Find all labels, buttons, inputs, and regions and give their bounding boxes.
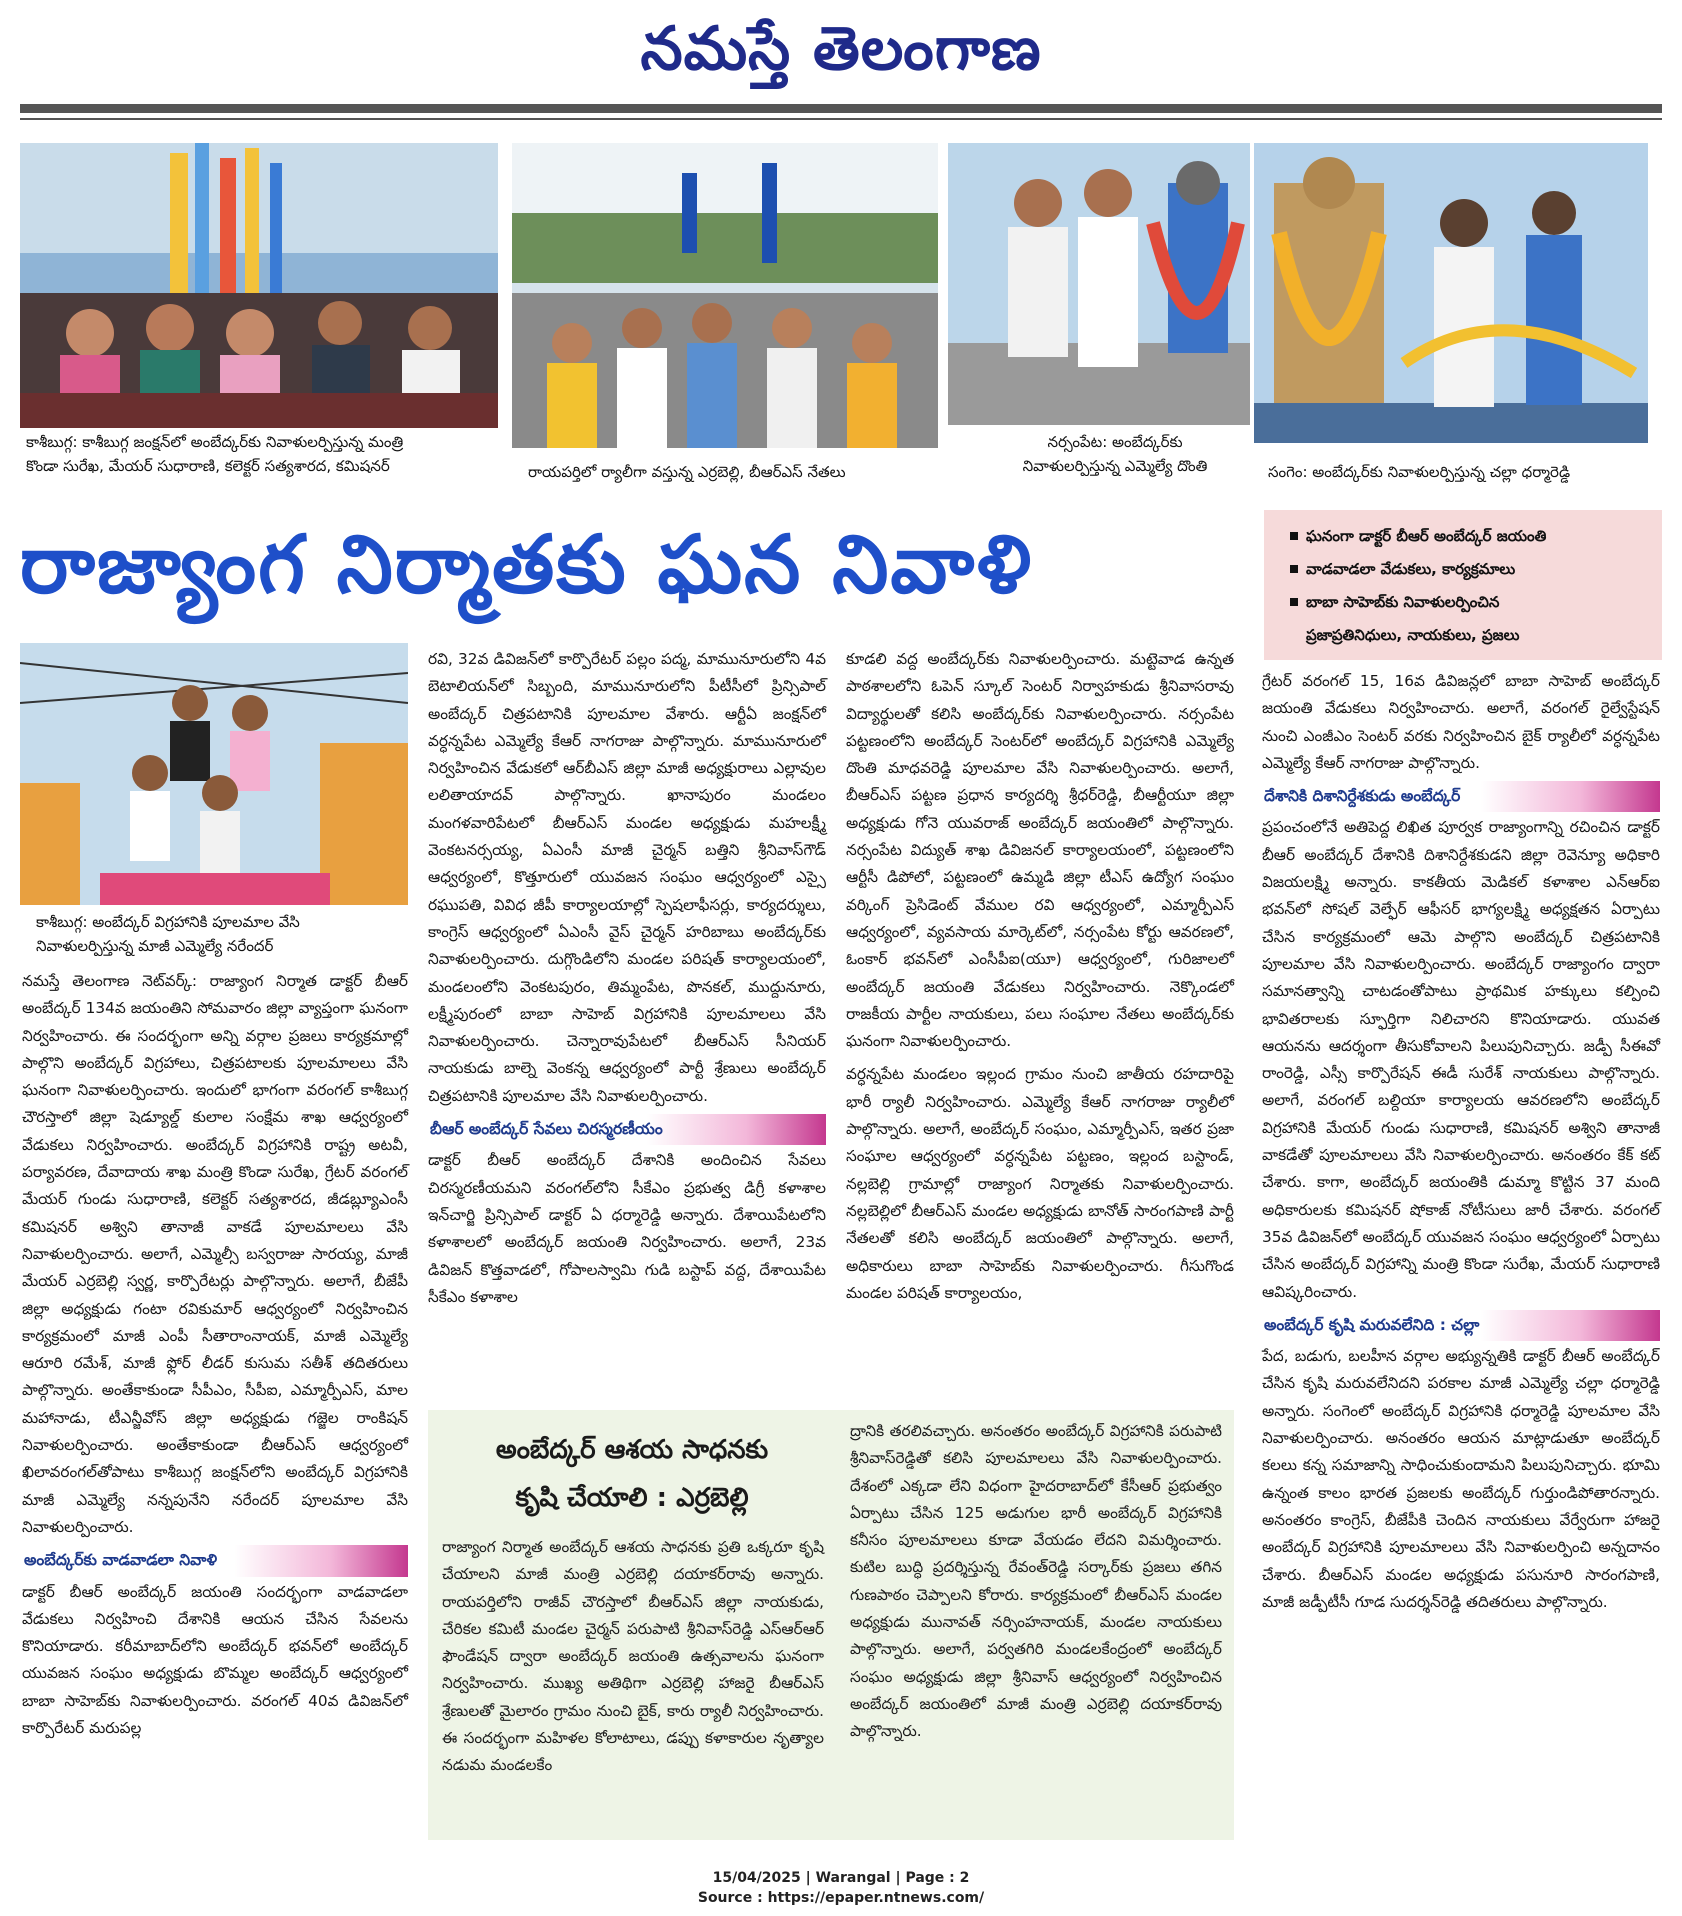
highlight-item: ఘనంగా డాక్టర్ బీఆర్ అంబేద్కర్ జయంతి <box>1290 520 1662 553</box>
headline: రాజ్యాంగ నిర్మాతకు ఘన నివాళి <box>20 518 1034 611</box>
boxed-story-title <box>428 1410 836 1528</box>
caption-line: నివాళులర్పిస్తున్న మాజీ ఎమ్మెల్యే నరేందర్ <box>36 937 274 955</box>
caption-line: కాశీబుగ్గ: అంబేద్కర్ విగ్రహానికి పూలమాల వేసి <box>36 913 300 931</box>
paragraph: పేద, బడుగు, బలహీన వర్గాల అభ్యున్నతికి డాక్టర్ బీఆర్ అంబేద్కర్ చేసిన కృషి మరువలేనిదని పరకాల మాజీ ఎమ్మెల్యే చల్లా ధర్మారెడ్డి అన్నారు. సంగెంలో అంబేద్కర్ విగ్రహానికి ధర్మారెడ్డి పూలమాల వేసి నివాళులర్పించారు. అనంతరం ఆయన మాట్లాడుతూ అంబేద్కర్ కలలు కన్న సమాజాన్ని సాధించుకుందామని పిలుపునిచ్చారు. భూమి ఉన్నంత కాలం భారత ప్రజలకు అంబేద్కర్ గుర్తుండిపోతారన్నారు. అనంతరం కాంగ్రెస్, బీజేపీకి చెందిన నాయకులు వేర్వేరుగా హాజరై అంబేద్కర్ విగ్రహానికి పూలమాలలు వేసి నివాళులర్పించి అన్నదానం చేశారు. బీఆర్‌ఎస్ మండల అధ్యక్షుడు పసునూరి సారంగపాణి, మాజీ జడ్పీటీసీ గూడ సుదర్శన్‌రెడ్డి తదితరులు పాల్గొన్నారు. <box>1262 1347 1660 1611</box>
paragraph: రవి, 32వ డివిజన్‌లో కార్పొరేటర్ పల్లం పద్మ, మామునూరులోని 4వ బెటాలియన్‌లో సిబ్బంది, మామునూరులోని పీటీసీలో ప్రిన్సిపాల్ అంబేద్కర్ చిత్రపటానికి పూలమాల వేశారు. ఆర్టీఏ జంక్షన్‌లో వర్ధన్నపేట ఎమ్మెల్యే కేఆర్ నాగరాజు పాల్గొన్నారు. మామునూరులో నిర్వహించిన వేడుకలో ఆర్‌బీఎస్ జిల్లా మాజీ అధ్యక్షురాలు ఎల్లావుల లలితాయాదవ్ పాల్గొన్నారు. ఖానాపురం మండలం మంగళవారిపేటలో బీఆర్‌ఎస్ మండల అధ్యక్షుడు మహలక్ష్మీ వెంకటనర్సయ్య, ఏఎంసీ మాజీ చైర్మన్ బత్తిని శ్రీనివాస్‌గౌడ్ ఆధ్వర్యంలో, కొత్తూరులో యువజన సంఘం ఆధ్వర్యంలో ఎస్సై రఘుపతి, వివిధ జీపీ కార్యాలయాల్లో స్పెషలాఫీసర్లు, కార్యదర్శులు, కాంగ్రెస్ ఆధ్వర్యంలో ఏఎంసీ వైస్ చైర్మన్ హరిబాబు అంబేద్కర్‌కు నివాళులర్పించారు. దుగ్గొండిలోని మండల పరిషత్ కార్యాలయంలో, మండలంలోని వెంకటపురం, తిమ్మంపేట, పొనకల్, ముద్దునూరు, లక్ష్మీపురంలో బాబా సాహెబ్ విగ్రహానికి పూలమాలలు వేసి నివాళులర్పించారు. చెన్నారావుపేటలో బీఆర్‌ఎస్ సీనియర్ నాయకుడు బాల్నె వెంకన్న ఆధ్వర్యంలో పార్టీ శ్రేణులు అంబేద్కర్ చిత్రపటానికి పూలమాల వేసి నివాళులర్పించారు. <box>428 650 826 1105</box>
article-column-2 <box>428 646 826 1406</box>
photo-caption <box>980 430 1250 478</box>
subheading: దేశానికి దిశానిర్దేశకుడు అంబేద్కర్ <box>1262 781 1660 812</box>
subheading: అంబేద్కర్‌కు వాడవాడలా నివాళి <box>22 1545 408 1576</box>
highlight-item: వాడవాడలా వేడుకలు, కార్యక్రమాలు <box>1290 553 1662 586</box>
paragraph: కూడలి వద్ద అంబేద్కర్‌కు నివాళులర్పించారు. మట్టెవాడ ఉన్నత పాఠశాలలోని ఓపెన్ స్కూల్ సెంటర్ నిర్వాహకుడు శ్రీనివాసరావు విద్యార్థులతో కలిసి అంబేద్కర్‌కు నివాళులర్పించారు. నర్సంపేట పట్టణంలోని అంబేద్కర్ సెంటర్‌లో అంబేద్కర్ విగ్రహానికి ఎమ్మెల్యే దొంతి మాధవరెడ్డి పూలమాల వేసి నివాళులర్పించారు. అలాగే, బీఆర్‌ఎస్ పట్టణ ప్రధాన కార్యదర్శి శ్రీధర్‌రెడ్డి, బీఆర్టీయూ జిల్లా అధ్యక్షుడు గోనె యువరాజ్ అంబేద్కర్ జయంతిలో పాల్గొన్నారు. నర్సంపేట విద్యుత్ శాఖ డివిజనల్ కార్యాలయంలో, పట్టణంలోని ఆర్టీసీ డిపోలో, పట్టణంలో ఉమ్మడి జిల్లా టీఎస్ ఉద్యోగ సంఘం వర్కింగ్ ప్రెసిడెంట్ వేముల రవి ఆధ్వర్యంలో, ఎమ్మార్పీఎస్ ఆధ్వర్యంలో, వ్యవసాయ మార్కెట్‌లో, నర్సంపేట కోర్టు ఆవరణలో, ఓంకార్ భవన్‌లో ఎంసీపీఐ(యూ) ఆధ్వర్యంలో, గురిజాలలో అంబేద్కర్ జయంతి వేడుకలు నిర్వహించారు. నెక్కొండలో రాజకీయ పార్టీల నాయకులు, పలు సంఘాల నేతలు అంబేద్కర్‌కు ఘనంగా నివాళులర్పించారు. <box>846 650 1234 1051</box>
paragraph: నమస్తే తెలంగాణ నెట్‌వర్క్: రాజ్యాంగ నిర్మాత డాక్టర్ బీఆర్ అంబేద్కర్ 134వ జయంతిని సోమవారం జిల్లా వ్యాప్తంగా ఘనంగా నిర్వహించారు. ఈ సందర్భంగా అన్ని వర్గాల ప్రజలు కార్యక్రమాల్లో పాల్గొని అంబేద్కర్ విగ్రహాలు, చిత్రపటాలకు పూలమాలలు వేసి ఘనంగా నివాళులర్పించారు. ఇందులో భాగంగా వరంగల్ కాశీబుగ్గ చౌరస్తాలో జిల్లా షెడ్యూల్డ్ కులాల సంక్షేమ శాఖ ఆధ్వర్యంలో వేడుకలు నిర్వహించారు. అంబేద్కర్ విగ్రహానికి రాష్ట్ర అటవీ, పర్యావరణ, దేవాదాయ శాఖ మంత్రి కొండా సురేఖ, గ్రేటర్ వరంగల్ మేయర్ గుండు సుధారాణి, కలెక్టర్ సత్యశారద, జీడబ్ల్యూఎంసీ కమిషనర్ అశ్విని తానాజీ వాకడే పూలమాలలు వేసి నివాళులర్పించారు. అలాగే, ఎమ్మెల్సీ బస్వరాజు సారయ్య, మాజీ మేయర్ ఎర్రబెల్లి స్వర్ణ, కార్పొరేటర్లు పాల్గొన్నారు. అలాగే, బీజేపీ జిల్లా అధ్యక్షుడు గంటా రవికుమార్ ఆధ్వర్యంలో నిర్వహించిన కార్యక్రమంలో మాజీ ఎంపీ సీతారాంనాయక్, మాజీ ఎమ్మెల్యే ఆరూరి రమేశ్, మాజీ ఫ్లోర్ లీడర్ కుసుమ సతీశ్ తదితరులు పాల్గొన్నారు. అంతేకాకుండా సీపీఎం, సీపీఐ, ఎమ్మార్పీఎస్, మాల మహానాడు, టీఎన్జీవోస్ జిల్లా అధ్యక్షుడు గజ్జెల రాంకిషన్ నివాళులర్పించారు. అంతేకాకుండా బీఆర్‌ఎస్ ఆధ్వర్యంలో ఖిలావరంగల్‌తోపాటు కాశీబుగ్గ జంక్షన్‌లోని అంబేద్కర్ విగ్రహానికి మాజీ ఎమ్మెల్యే నన్నపునేని నరేందర్ పూలమాల వేసి నివాళులర్పించారు. <box>22 972 408 1536</box>
article-column-3 <box>846 646 1234 1406</box>
boxed-story <box>428 1410 836 1840</box>
photo-caption <box>528 460 938 484</box>
photo-caption <box>26 430 496 478</box>
paragraph: వర్ధన్నపేట మండలం ఇల్లంద గ్రామం నుంచి జాతీయ రహదారిపై భారీ ర్యాలీ నిర్వహించారు. ఎమ్మెల్యే కేఆర్ నాగరాజు ర్యాలీలో పాల్గొన్నారు. అలాగే, అంబేద్కర్ సంఘం, ఎమ్మార్పీఎస్, ఇతర ప్రజా సంఘాల ఆధ్వర్యంలో వర్ధన్నపేట పట్టణం, ఇల్లంద బస్టాండ్, నల్లబెల్లి గ్రామాల్లో రాజ్యాంగ నిర్మాతకు నివాళులర్పించారు. నల్లబెల్లిలో బీఆర్‌ఎస్ మండల అధ్యక్షుడు బానోత్ సారంగపాణి పార్టీ నేతలతో కలిసి అంబేద్కర్ జయంతిలో పాల్గొన్నారు. అలాగే, అధికారులు బాబా సాహెబ్‌కు నివాళులర్పించారు. గీసుగొండ మండల పరిషత్ కార్యాలయం, <box>846 1065 1234 1302</box>
boxed-story-continued <box>836 1410 1234 1840</box>
caption-line: కాశీబుగ్గ: కాశీబుగ్గ జంక్షన్‌లో అంబేద్కర్‌కు నివాళులర్పిస్తున్న మంత్రి <box>26 433 404 451</box>
photo-rayaparthi-rally <box>512 143 938 448</box>
subheading: బీఆర్ అంబేద్కర్ సేవలు చిరస్మరణీయం <box>428 1114 826 1145</box>
paragraph: గ్రేటర్ వరంగల్ 15, 16వ డివిజన్లలో బాబా సాహెబ్ అంబేద్కర్ జయంతి వేడుకలు నిర్వహించారు. అలాగే, వరంగల్ రైల్వేస్టేషన్ నుంచి ఎంజీఎం సెంటర్ వరకు నిర్వహించిన బైక్ ర్యాలీలో వర్ధన్నపేట ఎమ్మెల్యే కేఆర్ నాగరాజు పాల్గొన్నారు. <box>1262 672 1660 772</box>
subheading: అంబేద్కర్ కృషి మరువలేనిది : చల్లా <box>1262 1310 1660 1341</box>
caption-line: నర్సంపేట: అంబేద్కర్‌కు <box>1047 433 1183 451</box>
highlights-box <box>1264 510 1662 660</box>
newspaper-logo: నమస్తే తెలంగాణ <box>640 14 1042 84</box>
masthead-rule-thin <box>20 118 1662 120</box>
paragraph: ద్రానికి తరలివచ్చారు. అనంతరం అంబేద్కర్ విగ్రహానికి పరుపాటి శ్రీనివాస్‌రెడ్డితో కలిసి పూలమాలలు వేసి నివాళులర్పించారు. దేశంలో ఎక్కడా లేని విధంగా హైదరాబాద్‌లో కేసీఆర్ ప్రభుత్వం ఏర్పాటు చేసిన 125 అడుగుల భారీ అంబేద్కర్ విగ్రహానికి కనీసం పూలమాలలు కూడా వేయడం లేదని విమర్శించారు. కుటిల బుద్ధి ప్రదర్శిస్తున్న రేవంత్‌రెడ్డి సర్కార్‌కు ప్రజలు తగిన గుణపాఠం చెప్పాలని కోరారు. కార్యక్రమంలో బీఆర్‌ఎస్ మండల అధ్యక్షుడు మునావత్ నర్సింహనాయక్, మండల నాయకులు పాల్గొన్నారు. అలాగే, పర్వతగిరి మండలకేంద్రంలో అంబేద్కర్ సంఘం అధ్యక్షుడు జిల్లా శ్రీనివాస్ ఆధ్వర్యంలో నిర్వహించిన అంబేద్కర్ జయంతిలో మాజీ మంత్రి ఎర్రబెల్లి దయాకర్‌రావు పాల్గొన్నారు. <box>850 1422 1222 1741</box>
caption-line: సంగెం: అంబేద్కర్‌కు నివాళులర్పిస్తున్న చల్లా ధర్మారెడ్డి <box>1268 463 1571 481</box>
caption-line: రాయపర్తిలో ర్యాలీగా వస్తున్న ఎర్రబెల్లి, బీఆర్‌ఎస్ నేతలు <box>528 463 846 481</box>
paragraph: డాక్టర్ బీఆర్ అంబేద్కర్ జయంతి సందర్భంగా వాడవాడలా వేడుకలు నిర్వహించి దేశానికి ఆయన చేసిన సేవలను కొనియాడారు. కరీమాబాద్‌లోని అంబేద్కర్ భవన్‌లో అంబేద్కర్ యువజన సంఘం అధ్యక్షుడు బొమ్మల అంబేద్కర్ ఆధ్వర్యంలో బాబా సాహెబ్‌కు నివాళులర్పించారు. వరంగల్ 40వ డివిజన్‌లో కార్పొరేటర్ మరుపల్ల <box>22 1582 408 1738</box>
boxed-title-line: కృషి చేయాలి : ఎర్రబెల్లి <box>515 1483 749 1513</box>
photo-caption <box>36 910 408 958</box>
caption-line: నివాళులర్పిస్తున్న ఎమ్మెల్యే దొంతి <box>1022 457 1208 475</box>
photo-narsampet-statue <box>948 143 1250 425</box>
edition-info: 15/04/2025 | Warangal | Page : 2 <box>712 1870 970 1886</box>
caption-line: కొండా సురేఖ, మేయర్ సుధారాణి, కలెక్టర్ సత్యశారద, కమిషనర్ <box>26 457 390 475</box>
article-column-1 <box>22 968 408 1828</box>
paragraph: రాజ్యాంగ నిర్మాత అంబేద్కర్ ఆశయ సాధనకు ప్రతి ఒక్కరూ కృషి చేయాలని మాజీ మంత్రి ఎర్రబెల్లి దయాకర్‌రావు అన్నారు. రాయపర్తిలోని రాజీవ్ చౌరస్తాలో బీఆర్‌ఎస్ జిల్లా నాయకుడు, చేరికల కమిటీ మండల చైర్మన్ పరుపాటి శ్రీనివాస్‌రెడ్డి ఎస్‌ఆర్‌ఆర్ ఫౌండేషన్ ద్వారా అంబేద్కర్ జయంతి ఉత్సవాలను ఘనంగా నిర్వహించారు. ముఖ్య అతిథిగా ఎర్రబెల్లి హాజరై బీఆర్‌ఎస్ శ్రేణులతో మైలారం గ్రామం నుంచి బైక్, కారు ర్యాలీ నిర్వహించారు. ఈ సందర్భంగా మహిళల కోలాటాలు, డప్పు కళాకారుల నృత్యాల నడుమ మండలకేం <box>442 1538 824 1775</box>
masthead-rule <box>20 104 1662 113</box>
highlight-item: బాబా సాహెబ్‌కు నివాళులర్పించిన <box>1290 586 1662 619</box>
boxed-title-line: అంబేద్కర్ ఆశయ సాధనకు <box>495 1435 769 1465</box>
highlight-item: ప్రజాప్రతినిధులు, నాయకులు, ప్రజలు <box>1306 626 1520 644</box>
photo-caption <box>1268 460 1648 484</box>
paragraph: డాక్టర్ బీఆర్ అంబేద్కర్ దేశానికి అందించిన సేవలు చిరస్మరణీయమని వరంగల్‌లోని సీకేఎం ప్రభుత్వ డిగ్రీ కళాశాల ఇన్‌చార్జి ప్రిన్సిపాల్ డాక్టర్ ఏ ధర్మారెడ్డి అన్నారు. దేశాయిపేటలోని కళాశాలలో అంబేద్కర్ జయంతి నిర్వహించారు. అలాగే, 23వ డివిజన్ కొత్తవాడలో, గోపాలస్వామి గుడి బస్టాప్ వద్ద, దేశాయిపేట సీకేఎం కళాశాల <box>428 1151 826 1306</box>
article-column-4 <box>1262 668 1660 1828</box>
page-footer <box>0 1868 1682 1908</box>
photo-kashibugga-statue <box>20 643 408 905</box>
source-link[interactable]: Source : https://epaper.ntnews.com/ <box>697 1890 985 1906</box>
photo-sangem-statue <box>1254 143 1648 443</box>
masthead <box>0 0 1682 104</box>
paragraph: ప్రపంచంలోనే అతిపెద్ద లిఖిత పూర్వక రాజ్యాంగాన్ని రచించిన డాక్టర్ బీఆర్ అంబేద్కర్ దేశానికి దిశానిర్దేశకుడని జిల్లా రెవెన్యూ అధికారి విజయలక్ష్మి అన్నారు. కాకతీయ మెడికల్ కళాశాల ఎన్‌ఆర్‌ఐ భవన్‌లో సోషల్ వెల్ఫేర్ ఆఫీసర్ భాగ్యలక్ష్మి అధ్యక్షతన ఏర్పాటు చేసిన కార్యక్రమంలో ఆమె పాల్గొని అంబేద్కర్ చిత్రపటానికి పూలమాల వేసి నివాళులర్పించారు. అంబేద్కర్ రాజ్యాంగం ద్వారా సమానత్వాన్ని చాటడంతోపాటు ప్రాథమిక హక్కులు కల్పించి భావితరాలకు స్ఫూర్తిగా నిలిచారని కొనియాడారు. యువత ఆయనను ఆదర్శంగా తీసుకోవాలని పిలుపునిచ్చారు. జడ్పీ సీఈవో రాంరెడ్డి, ఎస్సీ కార్పొరేషన్ ఈడీ సురేశ్ నాయకులు పాల్గొన్నారు. అలాగే, వరంగల్ బల్దియా కార్యాలయ ఆవరణలోని అంబేద్కర్ విగ్రహానికి మేయర్ గుండు సుధారాణి, కమిషనర్ అశ్విని తానాజీ వాకడేతో పూలమాలలు వేసి నివాళులర్పించారు. అనంతరం కేక్ కట్ చేశారు. కాగా, అంబేద్కర్ జయంతికి డుమ్మా కొట్టిన 37 మంది అధికారులకు కమిషనర్ షోకాజ్ నోటీసులు జారీ చేశారు. వరంగల్ 35వ డివిజన్‌లో అంబేద్కర్ యువజన సంఘం ఆధ్వర్యంలో ఏర్పాటు చేసిన అంబేద్కర్ విగ్రహాన్ని మంత్రి కొండా సురేఖ, మేయర్ సుధారాణి ఆవిష్కరించారు. <box>1262 818 1660 1301</box>
photo-kashibugga-junction <box>20 143 498 428</box>
